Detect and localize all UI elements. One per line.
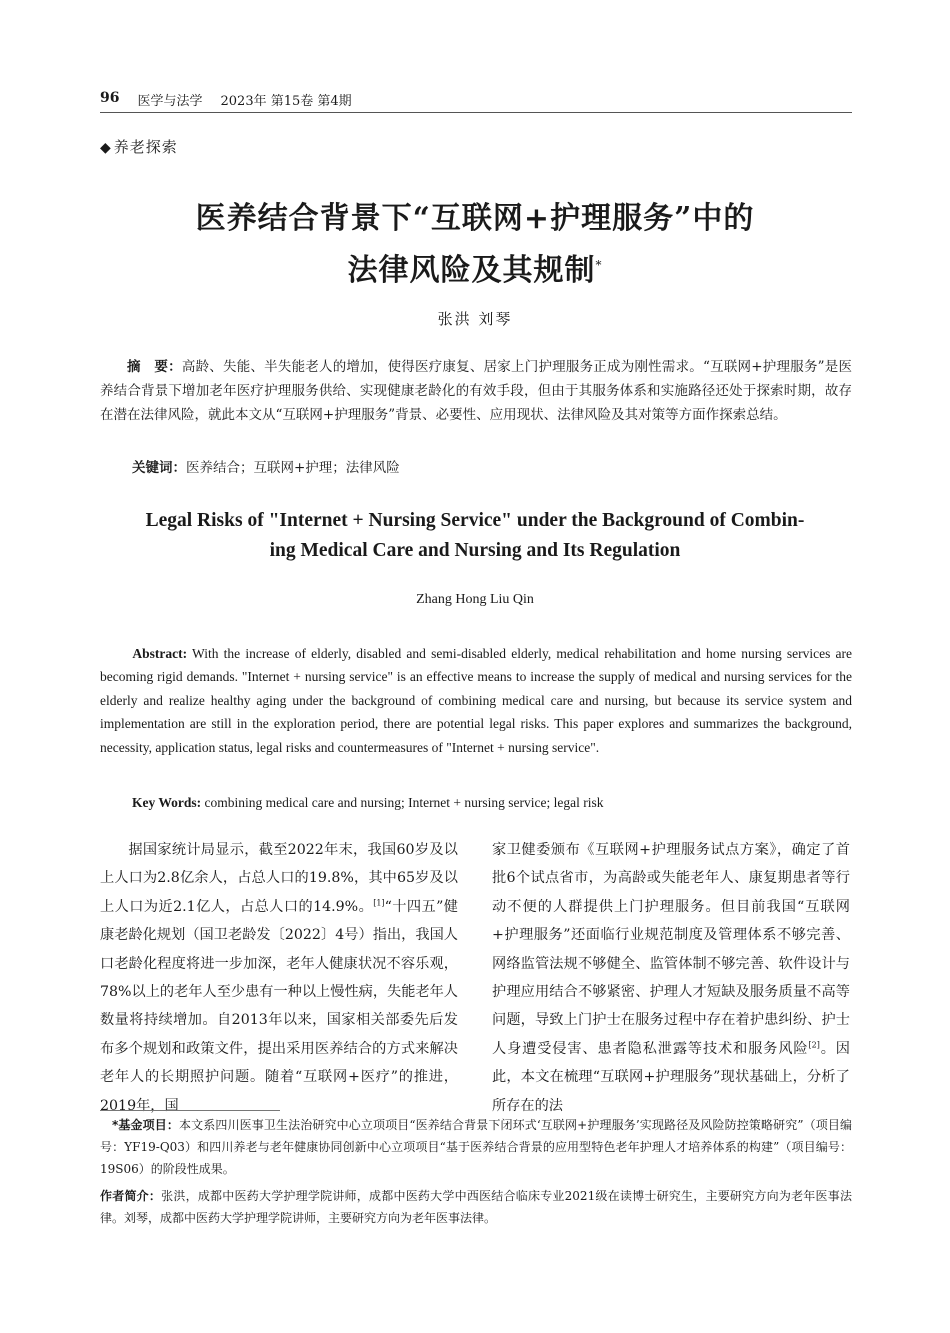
footnote-fund [100, 1114, 852, 1180]
chinese-abstract-label: 摘 要： [127, 359, 182, 375]
body-paragraph [100, 836, 458, 1120]
english-abstract [100, 642, 852, 759]
section-tag-text: 养老探索 [113, 138, 178, 156]
body-text: “十四五”健康老龄化规划（国卫老龄发〔2022〕4号）指出，我国人口老龄化程度将进一步加深，老年人健康状况不容乐观，78%以上的老年人至少患有一种以上慢性病，失能老年人数量将持续增加。自2013年以来，国家相关部委先后发布多个规划和政策文件，提出采用医养结合的方式来解决老年人的长期照护问题。随着“互联网+医疗”的推进，2019年，国 [100, 898, 458, 1114]
body-text: 家卫健委颁布《互联网+护理服务试点方案》，确定了首批6个试点省市，为高龄或失能老年人、康复期患者等行动不便的人群提供上门护理服务。但目前我国“互联网+护理服务”还面临行业规范制度及管理体系不够完善、网络监管法规不够健全、监管体制不够完善、软件设计与护理应用结合不够紧密、护理人才短缺及服务质量不高等问题，导致上门护士在服务过程中存在着护患纠纷、护士人身遭受侵害、患者隐私泄露等技术和服务风险 [492, 842, 850, 1057]
english-keywords [132, 791, 852, 814]
chinese-keywords-text: 医养结合；互联网+护理；法律风险 [186, 460, 400, 476]
chinese-authors: 张洪 刘琴 [437, 310, 513, 328]
body-text: 。因此，本文在梳理“互联网+护理服务”现状基础上，分析了所存在的法 [492, 1040, 850, 1114]
issue-info: 2023年 第15卷 第4期 [220, 94, 352, 109]
fund-text: 本文系四川医事卫生法治研究中心立项项目“医养结合背景下闭环式‘互联网+护理服务’实现路径及风险防控策略研究”（项目编号：YF19-Q03）和四川养老与老年健康协同创新中心立项项目“基于医养结合背景的应用型特色老年护理人才培养体系的构建”（项目编号：19S06）的阶段性成果。 [100, 1118, 852, 1176]
body-paragraph [492, 836, 850, 1120]
english-keywords-label: Key Words: [132, 795, 202, 810]
fund-label: *基金项目： [112, 1118, 180, 1132]
page-number: 96 [100, 90, 120, 106]
body-column-left [100, 836, 458, 1120]
chinese-keywords-label: 关键词： [132, 460, 186, 476]
english-title-line2: ing Medical Care and Nursing and Its Regulation [269, 540, 681, 561]
body-column-right [492, 836, 850, 1120]
title-footnote-mark: * [595, 258, 603, 272]
chinese-keywords [132, 456, 852, 480]
english-keywords-text: combining medical care and nursing; Internet + nursing service; legal risk [201, 795, 604, 810]
chinese-title-line2: 法律风险及其规制 [347, 253, 596, 288]
chinese-title [100, 196, 850, 294]
citation-marker: [1] [373, 898, 385, 908]
citation-marker: [2] [808, 1040, 820, 1050]
footnote-author-bio [100, 1185, 852, 1229]
english-abstract-text: With the increase of elderly, disabled and semi-disabled elderly, medical rehabilitation and home nursing services are becoming rigid demands. "Internet + nursing service" is an effective means to increase the supply of medical and nursing services for the elderly and realize healthy aging under the background of combining medical care and nursing, but because its service system and implementation are still in the exploration period, there are potential legal risks. This paper explores and summarizes the background, necessity, application status, legal risks and countermeasures of "Internet + nursing service". [100, 646, 852, 755]
chinese-title-line1: 医养结合背景下“互联网+护理服务”中的 [195, 201, 755, 236]
english-title [100, 506, 850, 566]
body-text: 据国家统计局显示，截至2022年末，我国60岁及以上人口为2.8亿余人，占总人口的19.8%，其中65岁及以上人口为近2.1亿人，占总人口的14.9%。 [100, 842, 458, 915]
english-abstract-label: Abstract: [132, 646, 188, 661]
journal-name: 医学与法学 [137, 94, 203, 109]
author-bio-text: 张洪，成都中医药大学护理学院讲师，成都中医药大学中西医结合临床专业2021级在读博士研究生，主要研究方向为老年医事法律。刘琴，成都中医药大学护理学院讲师，主要研究方向为老年医事法律。 [100, 1189, 852, 1225]
diamond-icon: ◆ [100, 140, 112, 156]
author-bio-label: 作者简介： [100, 1189, 162, 1203]
chinese-abstract-text: 高龄、失能、半失能老人的增加，使得医疗康复、居家上门护理服务正成为刚性需求。“互联网+护理服务”是医养结合背景下增加老年医疗护理服务供给、实现健康老龄化的有效手段，但由于其服务体系和实施路径还处于探索时期，故存在潜在法律风险，就此本文从“互联网+护理服务”背景、必要性、应用现状、法律风险及其对策等方面作探索总结。 [100, 359, 852, 423]
english-authors: Zhang Hong Liu Qin [416, 592, 534, 607]
chinese-abstract [100, 355, 852, 427]
section-tag [100, 136, 178, 157]
english-title-line1: Legal Risks of "Internet + Nursing Service" under the Background of Combin- [145, 510, 805, 531]
running-head [100, 90, 852, 113]
footnote-divider [100, 1110, 280, 1111]
